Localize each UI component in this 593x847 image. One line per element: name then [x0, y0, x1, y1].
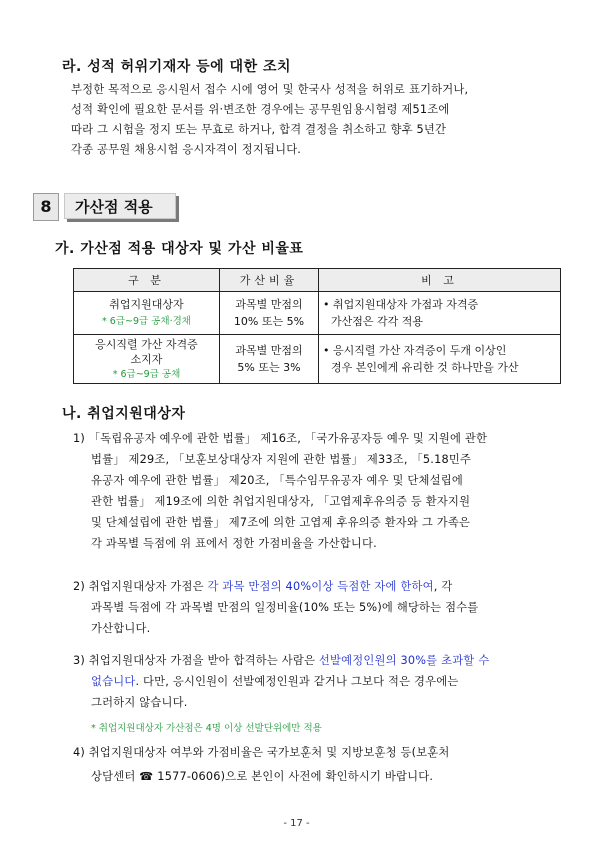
section-na-heading: 나. 취업지원대상자 — [62, 406, 186, 422]
text-span: . 다만, 응시인원이 선발예정인원과 같거나 그보다 적은 경우에는 — [135, 675, 459, 688]
item-3 — [73, 650, 489, 713]
table-row — [74, 335, 561, 384]
remark-line: 경우 본인에게 유리한 것 하나만을 가산 — [331, 361, 519, 374]
remark-line: • 응시직렬 가산 자격증이 두개 이상인 — [323, 344, 507, 357]
table-cell — [74, 335, 220, 384]
text-line: 상담센터 ☎ 1577-0606)으로 본인이 사전에 확인하시기 바랍니다. — [91, 770, 434, 783]
remark-cell — [319, 335, 561, 384]
highlight-text: 없습니다 — [91, 675, 136, 688]
row-name: 취업지원대상자 — [109, 298, 184, 311]
text-line — [73, 576, 478, 597]
item-2 — [73, 576, 478, 639]
ratio-line: 과목별 만점의 — [235, 298, 303, 311]
section-ra-body — [71, 80, 468, 160]
section-ga-heading: 가. 가산점 적용 대상자 및 가산 비율표 — [55, 241, 304, 257]
ratio-line: 과목별 만점의 — [235, 344, 303, 357]
highlight-text: 선발예정인원의 30%를 초과할 수 — [318, 654, 490, 667]
text-line: 및 단체설립에 관한 법률」 제7조에 의한 고엽제 후유의증 환자와 그 가족은 — [91, 516, 471, 529]
ratio-line: 5% 또는 3% — [237, 361, 301, 374]
table-header-row — [74, 269, 561, 292]
row-subnote: * 6급~9급 공채 — [112, 368, 181, 380]
row-subnote: * 6급~9급 공채·경채 — [102, 316, 191, 327]
text-line: 부정한 목적으로 응시원서 접수 시에 영어 및 한국사 성적을 허위로 표기하거나, — [71, 83, 469, 96]
ratio-line: 10% 또는 5% — [233, 315, 305, 328]
table-cell — [220, 292, 319, 335]
row-name: 소지자 — [130, 352, 163, 366]
section-number: 8 — [33, 193, 59, 221]
section-8-heading — [33, 193, 183, 223]
text-line: 과목별 득점에 각 과목별 만점의 일정비율(10% 또는 5%)에 해당하는 점수를 — [91, 601, 479, 614]
remark-line: • 취업지원대상자 가점과 자격증 — [323, 298, 479, 311]
table-header-cell: 구 분 — [74, 269, 220, 292]
table-cell — [220, 335, 319, 384]
remark-cell — [319, 292, 561, 335]
text-line: 4) 취업지원대상자 여부와 가점비율은 국가보훈처 및 지방보훈청 등(보훈처 — [73, 746, 450, 759]
text-span: 2) 취업지원대상자 가점은 — [73, 580, 208, 593]
text-line: 유공자 예우에 관한 법률」 제20조, 「특수임무유공자 예우 및 단체설립에 — [91, 474, 463, 487]
text-line: 따라 그 시험을 정지 또는 무효로 하거나, 합격 결정을 취소하고 향후 5년간 — [71, 123, 447, 136]
item-4 — [73, 741, 450, 789]
text-line: 관한 법률」 제19조에 의한 취업지원대상자, 「고엽제후유의증 등 환자지원 — [91, 495, 471, 508]
item-1 — [73, 428, 487, 554]
bonus-rate-table — [73, 268, 561, 384]
text-line: 가산합니다. — [91, 622, 151, 635]
row-name: 응시직렬 가산 자격증 — [95, 337, 198, 351]
text-line: 1) 「독립유공자 예우에 관한 법률」 제16조, 「국가유공자등 예우 및 지원에 관한 — [73, 432, 488, 445]
highlight-text: 각 과목 만점의 40%이상 득점한 자에 한하여 — [207, 580, 434, 593]
table-header-cell: 비 고 — [319, 269, 561, 292]
section-title: 가산점 적용 — [64, 193, 176, 219]
text-span: , 각 — [433, 580, 453, 593]
text-line — [73, 671, 489, 692]
remark-line: 가산점은 각각 적용 — [331, 315, 424, 328]
text-line: 성적 확인에 필요한 문서를 위·변조한 경우에는 공무원임용시험령 제51조에 — [71, 103, 450, 116]
text-line — [73, 650, 489, 671]
table-header-cell: 가산비율 — [220, 269, 319, 292]
table-cell — [74, 292, 220, 335]
text-line: 법률」 제29조, 「보훈보상대상자 지원에 관한 법률」 제33조, 「5.18민주 — [91, 453, 472, 466]
text-line: 각 과목별 득점에 위 표에서 정한 가점비율을 가산합니다. — [91, 537, 377, 550]
page-number: - 17 - — [283, 818, 310, 829]
text-span: 3) 취업지원대상자 가점을 받아 합격하는 사람은 — [73, 654, 319, 667]
section-ra-heading: 라. 성적 허위기재자 등에 대한 조치 — [62, 59, 292, 75]
item-3-note: * 취업지원대상자 가산점은 4명 이상 선발단위에만 적용 — [91, 723, 322, 734]
text-line: 각종 공무원 채용시험 응시자격이 정지됩니다. — [71, 143, 302, 156]
text-line: 그러하지 않습니다. — [91, 696, 188, 709]
table-row — [74, 292, 561, 335]
